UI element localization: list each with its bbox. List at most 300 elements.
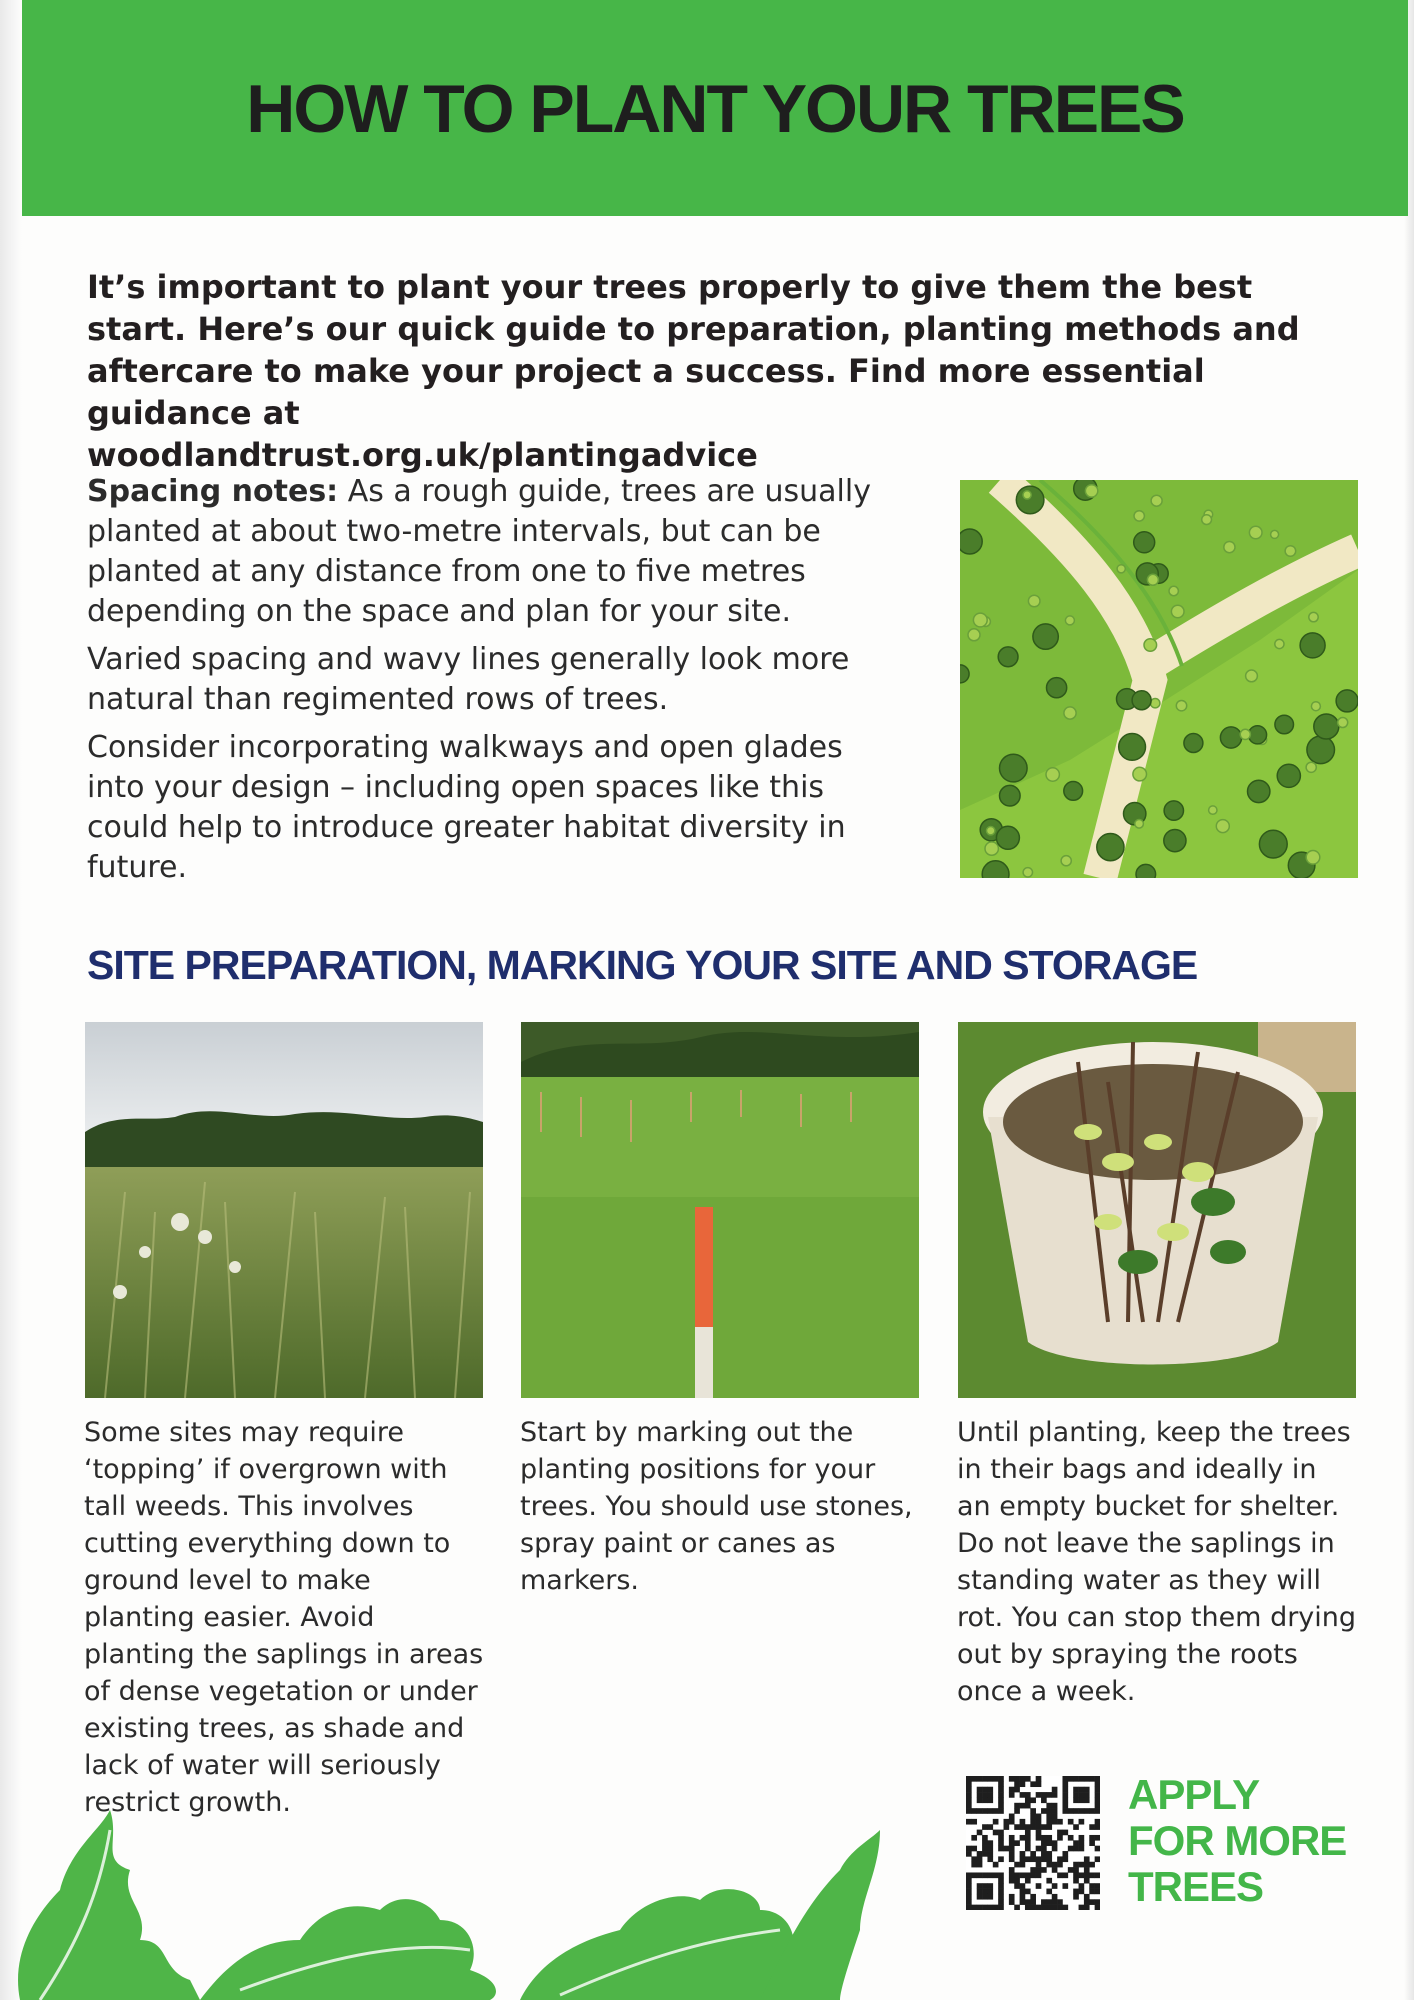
qr-module <box>998 1808 1004 1814</box>
qr-module <box>966 1889 972 1895</box>
qr-module <box>1025 1797 1031 1803</box>
plan-svg <box>960 480 1358 878</box>
qr-module <box>1095 1824 1100 1830</box>
qr-module <box>971 1808 977 1814</box>
qr-module <box>977 1883 983 1889</box>
qr-module <box>1084 1894 1090 1900</box>
qr-module <box>987 1787 993 1793</box>
qr-module <box>998 1787 1004 1793</box>
qr-module <box>1025 1856 1031 1862</box>
spacing-label: Spacing notes: <box>87 474 339 509</box>
qr-module <box>1020 1883 1026 1889</box>
qr-module <box>1057 1899 1063 1905</box>
qr-module <box>1036 1776 1042 1782</box>
qr-module <box>1014 1872 1020 1878</box>
plan-tree <box>1136 864 1156 878</box>
qr-module <box>1009 1846 1015 1852</box>
qr-module <box>1041 1867 1047 1873</box>
plan-tree <box>1216 820 1229 833</box>
qr-module <box>1062 1787 1068 1793</box>
plan-tree <box>1147 574 1158 585</box>
qr-module <box>1009 1787 1015 1793</box>
plan-tree <box>1249 526 1262 539</box>
qr-module <box>1009 1867 1015 1873</box>
qr-module <box>1030 1819 1036 1825</box>
plan-tree <box>1169 586 1178 595</box>
plan-tree <box>1047 678 1067 698</box>
qr-module <box>1057 1830 1063 1836</box>
qr-module <box>1057 1862 1063 1868</box>
plan-tree <box>1085 485 1097 497</box>
qr-module <box>1036 1872 1042 1878</box>
qr-module <box>987 1792 993 1798</box>
spacing-para-2: Varied spacing and wavy lines generally look more natural than regimented rows of trees. <box>87 642 850 717</box>
qr-module <box>982 1787 988 1793</box>
qr-module <box>1057 1872 1063 1878</box>
qr-module <box>1073 1792 1079 1798</box>
qr-module <box>1046 1819 1052 1825</box>
plan-tree <box>1151 495 1162 506</box>
qr-module <box>971 1905 977 1910</box>
qr-module <box>977 1792 983 1798</box>
qr-module <box>998 1846 1004 1852</box>
plan-tree <box>1275 715 1294 734</box>
qr-module <box>1084 1787 1090 1793</box>
qr-module <box>966 1803 972 1809</box>
plan-tree <box>1033 624 1058 649</box>
qr-module <box>1062 1830 1068 1836</box>
qr-module <box>1095 1797 1100 1803</box>
qr-module <box>1020 1803 1026 1809</box>
qr-module <box>1084 1867 1090 1873</box>
qr-module <box>1025 1835 1031 1841</box>
header-banner <box>22 0 1408 216</box>
qr-module <box>1009 1792 1015 1798</box>
qr-module <box>1073 1787 1079 1793</box>
qr-module <box>971 1776 977 1782</box>
photo-overgrown-field <box>85 1022 483 1398</box>
plan-tree <box>968 629 980 641</box>
qr-module <box>987 1883 993 1889</box>
qr-module <box>987 1894 993 1900</box>
plan-tree <box>1135 820 1144 829</box>
plan-tree <box>1016 486 1044 514</box>
qr-module <box>1095 1846 1100 1852</box>
qr-module <box>1009 1851 1015 1857</box>
plan-tree <box>985 842 998 855</box>
qr-module <box>1095 1856 1100 1862</box>
qr-module <box>1030 1814 1036 1820</box>
qr-module <box>977 1872 983 1878</box>
qr-module <box>966 1899 972 1905</box>
plan-tree <box>1209 806 1217 814</box>
photo-2-svg <box>521 1022 919 1398</box>
plan-tree <box>1151 699 1160 708</box>
orange-paint <box>695 1207 713 1327</box>
qr-module <box>977 1851 983 1857</box>
qr-module <box>1009 1835 1015 1841</box>
qr-module <box>1052 1819 1058 1825</box>
qr-module <box>987 1776 993 1782</box>
qr-module <box>1030 1781 1036 1787</box>
qr-module <box>1062 1792 1068 1798</box>
plan-tree <box>960 529 982 554</box>
plan-tree <box>973 613 987 627</box>
qr-module <box>987 1840 993 1846</box>
qr-module <box>1052 1803 1058 1809</box>
plan-tree <box>1023 868 1032 877</box>
qr-module <box>1057 1905 1063 1910</box>
qr-module <box>998 1835 1004 1841</box>
plan-tree <box>1133 767 1147 781</box>
qr-module <box>1020 1856 1026 1862</box>
qr-module <box>1095 1803 1100 1809</box>
qr-module <box>1030 1808 1036 1814</box>
qr-module <box>1025 1872 1031 1878</box>
qr-module <box>1052 1814 1058 1820</box>
qr-module <box>1046 1889 1052 1895</box>
plan-tree <box>1000 754 1028 782</box>
qr-module <box>1073 1846 1079 1852</box>
qr-module <box>1036 1883 1042 1889</box>
qr-module <box>1030 1797 1036 1803</box>
spacing-notes <box>87 472 907 896</box>
qr-module <box>966 1851 972 1857</box>
plan-tree <box>1028 595 1040 607</box>
qr-module <box>1009 1899 1015 1905</box>
qr-module <box>993 1872 999 1878</box>
qr-module <box>977 1856 983 1862</box>
qr-module <box>987 1846 993 1852</box>
qr-module <box>1014 1840 1020 1846</box>
paper-edge-left <box>0 0 22 2000</box>
qr-module <box>977 1787 983 1793</box>
plan-tree <box>1309 612 1318 621</box>
qr-module <box>1025 1824 1031 1830</box>
plan-tree <box>1144 639 1157 652</box>
qr-module <box>966 1819 972 1825</box>
qr-module <box>1025 1803 1031 1809</box>
qr-module <box>987 1797 993 1803</box>
qr-code[interactable] <box>966 1776 1100 1910</box>
intro-text: It’s important to plant your trees properly to give them the best start. Here’s our quick guide to preparation, planting methods and aftercare to make your project a success. Find more essential guidance at <box>87 268 1300 432</box>
qr-module <box>1084 1862 1090 1868</box>
plan-tree <box>1065 616 1074 625</box>
qr-module <box>1014 1776 1020 1782</box>
qr-module <box>1079 1808 1085 1814</box>
qr-module <box>1030 1867 1036 1873</box>
qr-module <box>1046 1851 1052 1857</box>
qr-module <box>1046 1840 1052 1846</box>
qr-module <box>1014 1905 1020 1910</box>
qr-module <box>966 1878 972 1884</box>
qr-module <box>966 1846 972 1852</box>
qr-module <box>1089 1883 1095 1889</box>
qr-module <box>1041 1851 1047 1857</box>
plan-tree <box>1119 734 1146 761</box>
qr-module <box>993 1905 999 1910</box>
qr-module <box>1009 1872 1015 1878</box>
qr-module <box>977 1889 983 1895</box>
qr-module <box>982 1792 988 1798</box>
qr-module <box>1052 1867 1058 1873</box>
qr-module <box>1025 1899 1031 1905</box>
plan-tree <box>1184 734 1203 753</box>
qr-module <box>1073 1862 1079 1868</box>
qr-module <box>1009 1814 1015 1820</box>
qr-module <box>1052 1792 1058 1798</box>
qr-module <box>1020 1889 1026 1895</box>
plan-tree <box>1306 762 1316 772</box>
spacing-para-1 <box>87 472 907 632</box>
qr-module <box>1046 1808 1052 1814</box>
qr-module <box>1025 1846 1031 1852</box>
qr-module <box>1084 1808 1090 1814</box>
qr-module <box>1009 1878 1015 1884</box>
qr-module <box>1073 1872 1079 1878</box>
qr-module <box>1046 1835 1052 1841</box>
qr-module <box>1030 1872 1036 1878</box>
plan-tree <box>1306 851 1320 865</box>
qr-module <box>1073 1808 1079 1814</box>
qr-module <box>1084 1776 1090 1782</box>
qr-module <box>998 1878 1004 1884</box>
qr-module <box>1046 1862 1052 1868</box>
qr-module <box>1020 1835 1026 1841</box>
plan-tree <box>1176 701 1186 711</box>
qr-module <box>966 1905 972 1910</box>
qr-module <box>1052 1787 1058 1793</box>
plan-tree <box>1336 690 1358 712</box>
caption-storage: Until planting, keep the trees in their bags and ideally in an empty bucket for shelter. Do not leave the saplings in standing water as they will rot. You can stop them drying out by spraying the roots once a week. <box>957 1417 1357 1707</box>
qr-module <box>1057 1835 1063 1841</box>
qr-module <box>1073 1894 1079 1900</box>
qr-module <box>1073 1878 1079 1884</box>
qr-module <box>1036 1867 1042 1873</box>
qr-module <box>1014 1883 1020 1889</box>
qr-module <box>977 1776 983 1782</box>
oak-leaves-decoration <box>0 1790 1000 2000</box>
qr-module <box>977 1862 983 1868</box>
qr-module <box>1036 1830 1042 1836</box>
qr-module <box>1095 1776 1100 1782</box>
qr-module <box>966 1797 972 1803</box>
qr-module <box>977 1905 983 1910</box>
spacing-para-3: Consider incorporating walkways and open glades into your design – including open spaces like this could help to introduce greater habitat diversity in future. <box>87 730 846 885</box>
qr-module <box>1062 1781 1068 1787</box>
qr-module <box>1062 1803 1068 1809</box>
qr-module <box>1079 1776 1085 1782</box>
woodland-plan-illustration <box>960 480 1358 878</box>
qr-module <box>1084 1872 1090 1878</box>
qr-module <box>1036 1862 1042 1868</box>
qr-module <box>993 1862 999 1868</box>
qr-module <box>1046 1792 1052 1798</box>
qr-module <box>1062 1872 1068 1878</box>
qr-module <box>987 1889 993 1895</box>
qr-module <box>1030 1856 1036 1862</box>
qr-module <box>987 1856 993 1862</box>
qr-module <box>1079 1883 1085 1889</box>
qr-module <box>1009 1856 1015 1862</box>
qr-module <box>1079 1862 1085 1868</box>
qr-module <box>1041 1808 1047 1814</box>
qr-module <box>1095 1808 1100 1814</box>
qr-module <box>977 1894 983 1900</box>
qr-module <box>1004 1846 1010 1852</box>
plan-tree <box>1064 707 1076 719</box>
plan-tree <box>1164 830 1186 852</box>
qr-module <box>1052 1894 1058 1900</box>
qr-module <box>1046 1803 1052 1809</box>
qr-module <box>1046 1856 1052 1862</box>
qr-module <box>1009 1840 1015 1846</box>
qr-module <box>1041 1840 1047 1846</box>
qr-module <box>987 1872 993 1878</box>
qr-module <box>1095 1792 1100 1798</box>
qr-module <box>982 1894 988 1900</box>
qr-module <box>1020 1792 1026 1798</box>
qr-module <box>966 1872 972 1878</box>
cta-line-2: FOR MORE <box>1128 1817 1347 1864</box>
spacing-text-1: As a rough guide, trees are usually planted at about two-metre intervals, but can be planted at any distance from one to five metres depending on the space and plan for your site. <box>87 474 871 629</box>
qr-module <box>1095 1889 1100 1895</box>
qr-module <box>1020 1862 1026 1868</box>
qr-module <box>1046 1814 1052 1820</box>
qr-module <box>1057 1819 1063 1825</box>
apply-cta[interactable] <box>1128 1772 1346 1910</box>
qr-module <box>1089 1808 1095 1814</box>
qr-module <box>1089 1840 1095 1846</box>
qr-module <box>1036 1846 1042 1852</box>
qr-module <box>998 1889 1004 1895</box>
qr-module <box>1030 1894 1036 1900</box>
site-section-heading: SITE PREPARATION, MARKING YOUR SITE AND STORAGE <box>87 942 1198 988</box>
qr-module <box>998 1883 1004 1889</box>
photo-saplings-bucket <box>958 1022 1356 1398</box>
qr-module <box>1020 1851 1026 1857</box>
plan-tree <box>996 826 1019 849</box>
qr-module <box>1095 1835 1100 1841</box>
plan-tree <box>1134 511 1144 521</box>
qr-module <box>966 1792 972 1798</box>
qr-module <box>1073 1889 1079 1895</box>
qr-module <box>1041 1824 1047 1830</box>
plan-tree <box>1307 736 1335 764</box>
qr-module <box>993 1819 999 1825</box>
qr-module <box>1046 1905 1052 1910</box>
qr-module <box>1073 1867 1079 1873</box>
qr-module <box>1095 1787 1100 1793</box>
cta-line-3: TREES <box>1128 1863 1264 1910</box>
qr-module <box>1004 1824 1010 1830</box>
qr-module <box>1079 1905 1085 1910</box>
qr-module <box>1014 1862 1020 1868</box>
qr-module <box>982 1835 988 1841</box>
plan-tree <box>1246 670 1258 682</box>
qr-module <box>998 1803 1004 1809</box>
plan-tree <box>1046 768 1059 781</box>
qr-module <box>1052 1808 1058 1814</box>
plan-tree <box>1023 491 1031 499</box>
qr-module <box>1079 1889 1085 1895</box>
qr-module <box>1025 1840 1031 1846</box>
qr-module <box>1068 1808 1074 1814</box>
plan-tree <box>987 827 995 835</box>
plan-tree <box>998 647 1018 667</box>
qr-module <box>1014 1808 1020 1814</box>
paper-edge-right <box>1404 0 1414 2000</box>
qr-module <box>971 1872 977 1878</box>
qr-module <box>1020 1781 1026 1787</box>
qr-module <box>1052 1883 1058 1889</box>
qr-module <box>971 1819 977 1825</box>
qr-svg <box>966 1776 1100 1910</box>
advice-link[interactable]: woodlandtrust.org.uk/plantingadvice <box>87 436 758 474</box>
plan-tree <box>1224 542 1235 553</box>
qr-module <box>971 1856 977 1862</box>
plan-tree <box>1171 605 1184 618</box>
qr-module <box>1046 1899 1052 1905</box>
qr-module <box>1036 1819 1042 1825</box>
qr-module <box>1041 1846 1047 1852</box>
qr-module <box>987 1808 993 1814</box>
qr-module <box>1014 1787 1020 1793</box>
qr-module <box>971 1846 977 1852</box>
qr-module <box>1079 1872 1085 1878</box>
qr-module <box>1062 1851 1068 1857</box>
qr-module <box>1036 1905 1042 1910</box>
plan-tree <box>1271 530 1279 538</box>
qr-module <box>1079 1840 1085 1846</box>
plan-tree <box>1202 515 1212 525</box>
qr-module <box>1084 1792 1090 1798</box>
qr-module <box>993 1776 999 1782</box>
qr-module <box>966 1894 972 1900</box>
plan-tree <box>1117 565 1125 573</box>
tall-grass <box>85 1167 483 1398</box>
qr-module <box>1095 1883 1100 1889</box>
qr-module <box>1084 1899 1090 1905</box>
qr-module <box>1004 1819 1010 1825</box>
qr-module <box>1041 1835 1047 1841</box>
qr-module <box>977 1808 983 1814</box>
qr-module <box>1052 1905 1058 1910</box>
qr-module <box>1020 1824 1026 1830</box>
qr-module <box>982 1776 988 1782</box>
qr-module <box>982 1889 988 1895</box>
qr-module <box>966 1883 972 1889</box>
plan-tree <box>1300 633 1325 658</box>
plan-tree <box>1220 727 1241 748</box>
qr-module <box>971 1835 977 1841</box>
qr-module <box>1014 1824 1020 1830</box>
qr-module <box>993 1830 999 1836</box>
plan-tree <box>1240 729 1250 739</box>
qr-module <box>1062 1905 1068 1910</box>
qr-module <box>998 1894 1004 1900</box>
qr-module <box>1079 1835 1085 1841</box>
plan-tree <box>1248 780 1270 802</box>
qr-module <box>993 1808 999 1814</box>
qr-module <box>1079 1846 1085 1852</box>
qr-module <box>987 1824 993 1830</box>
qr-module <box>1041 1797 1047 1803</box>
qr-module <box>1030 1851 1036 1857</box>
caption-topping: Some sites may require ‘topping’ if overgrown with tall weeds. This involves cutting everything down to ground level to make planting easier. Avoid planting the saplings in areas of dense vegetation or under existing trees, as shade and lack of water will seriously restrict growth. <box>84 1417 484 1818</box>
plan-tree <box>1164 801 1183 820</box>
qr-module <box>1062 1776 1068 1782</box>
